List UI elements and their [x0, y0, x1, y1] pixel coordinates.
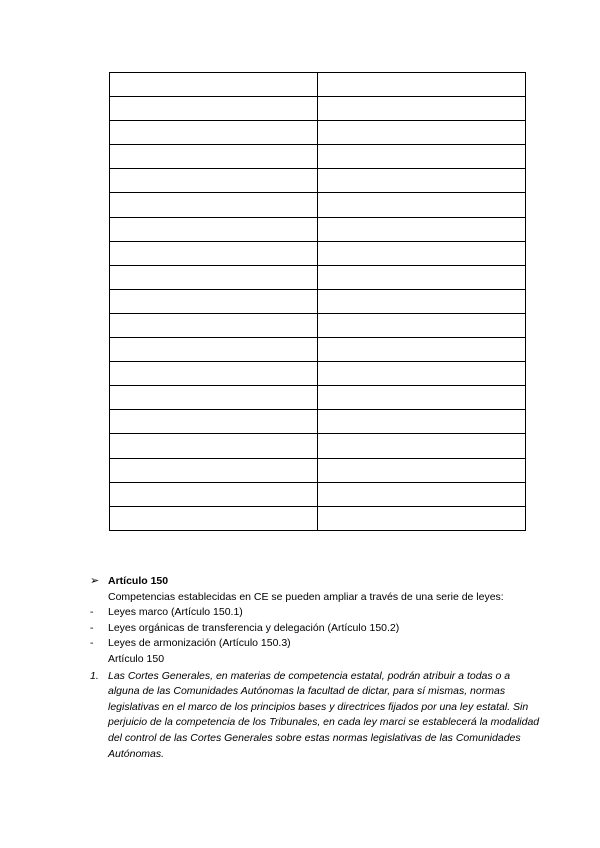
table-cell: [318, 410, 526, 434]
table-cell: [110, 145, 318, 169]
table-cell: [110, 458, 318, 482]
table-row: [110, 145, 526, 169]
list-item: [90, 621, 540, 637]
table-row: [110, 434, 526, 458]
table-cell: [318, 97, 526, 121]
table-cell: [110, 193, 318, 217]
table-cell: [110, 338, 318, 362]
table-cell: [318, 73, 526, 97]
table-cell: [318, 121, 526, 145]
list-item-text: Leyes orgánicas de transferencia y delegación (Artículo 150.2): [108, 621, 400, 634]
table-cell: [110, 410, 318, 434]
table-cell: [318, 362, 526, 386]
item-number: 1.: [90, 669, 99, 682]
table-row: [110, 506, 526, 530]
list-item: [90, 605, 540, 621]
table-cell: [318, 458, 526, 482]
table-row: [110, 410, 526, 434]
table-cell: [110, 97, 318, 121]
table-row: [110, 289, 526, 313]
table-cell: [318, 506, 526, 530]
table-row: [110, 482, 526, 506]
table-body: [110, 73, 526, 531]
table-cell: [110, 217, 318, 241]
table-row: [110, 73, 526, 97]
empty-table: [109, 72, 526, 531]
table-cell: [110, 241, 318, 265]
table-cell: [110, 313, 318, 337]
table-cell: [110, 289, 318, 313]
table-cell: [318, 313, 526, 337]
section-title: Artículo 150: [108, 575, 169, 587]
list-marker: -: [90, 621, 94, 634]
numbered-item: [90, 669, 540, 763]
table-row: [110, 241, 526, 265]
article-label: Artículo 150: [108, 652, 165, 665]
table-cell: [318, 338, 526, 362]
table-row: [110, 169, 526, 193]
table-row: [110, 265, 526, 289]
list-marker: -: [90, 606, 94, 619]
table-row: [110, 313, 526, 337]
table-cell: [318, 289, 526, 313]
table-cell: [318, 434, 526, 458]
table-cell: [110, 434, 318, 458]
list-item: [90, 636, 540, 652]
table-cell: [318, 193, 526, 217]
table-row: [110, 217, 526, 241]
table-row: [110, 193, 526, 217]
table-cell: [318, 217, 526, 241]
table-row: [110, 362, 526, 386]
list-marker: -: [90, 637, 94, 650]
table-row: [110, 386, 526, 410]
table-cell: [318, 386, 526, 410]
table-cell: [318, 265, 526, 289]
arrow-bullet-icon: ➢: [90, 575, 100, 587]
table-row: [110, 338, 526, 362]
table-row: [110, 121, 526, 145]
item-text: Las Cortes Generales, en materias de competencia estatal, podrán atribuir a todas o a alguna de las Comunidades Autónomas la facultad de dictar, para sí mismas, normas legislativas en el marco de los principios bases y directrices fijados por una ley estatal. Sin perjuicio de la competencia de los Tribunales, en cada ley marci se establecerá la modalidad del control de las Cortes Generales sobre estas normas legislativas de las Comunidades Autónomas.: [108, 669, 540, 760]
list-item-text: Leyes marco (Artículo 150.1): [108, 606, 243, 619]
article-section: [90, 574, 540, 762]
table-cell: [318, 482, 526, 506]
table-row: [110, 458, 526, 482]
list-item-text: Leyes de armonización (Artículo 150.3): [108, 637, 291, 650]
table-cell: [110, 386, 318, 410]
table-cell: [110, 362, 318, 386]
table-cell: [318, 241, 526, 265]
table-cell: [110, 169, 318, 193]
table-cell: [110, 265, 318, 289]
intro-text: Competencias establecidas en CE se pueden ampliar a través de una serie de leyes:: [108, 590, 504, 603]
table-cell: [318, 169, 526, 193]
section-heading: [90, 574, 540, 590]
table-cell: [110, 73, 318, 97]
table-cell: [110, 506, 318, 530]
table-cell: [318, 145, 526, 169]
table-cell: [110, 121, 318, 145]
table-cell: [110, 482, 318, 506]
table-row: [110, 97, 526, 121]
